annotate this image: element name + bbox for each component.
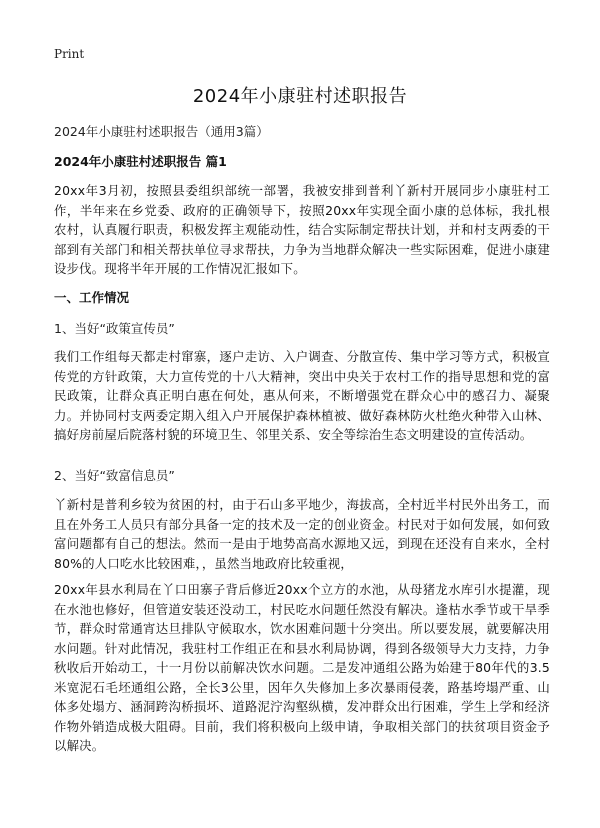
item2-heading: 2、当好“致富信息员” (54, 468, 175, 483)
print-link[interactable]: Print (54, 47, 85, 61)
item2-paragraph-1: 丫新村是普利乡较为贫困的村，由于石山多平地少，海拔高，全村近半村民外出务工，而且在外务工人员只有部分具备一定的技术及一定的创业资金。村民对于如何发展，如何致富问题都有自己的想法。然而一是由于地势高高水源地又远，到现在还没有自来水，全村80%的人口吃水比较困难，，虽然当地政府比较重视， (54, 497, 550, 571)
article-title: 2024年小康驻村述职报告 篇1 (54, 154, 227, 169)
item1-heading: 1、当好“政策宣传员” (54, 321, 175, 336)
item2-paragraph-2: 20xx年县水利局在丫口田寨子背后修近20xx个立方的水池，从母猪龙水库引水提灌，现在水池也修好，但管道安装还没动工，村民吃水问题任然没有解决。逢枯水季节或干旱季节，群众时常通宵达旦排队守候取水，饮水困难问题十分突出。所以要发展，就要解决用水问题。针对此情况，我驻村工作组正在和县水利局协调，得到各级领导大力支持，力争秋收后开始动工，十一月份以前解决饮水问题。二是发冲通组公路为始建于80年代的3.5米宽泥石毛坯通组公路，全长3公里，因年久失修加上多次暴雨侵袭，路基垮塌严重、山体多处塌方、涵洞跨沟桥损坏、道路泥泞沟壑纵横，发冲群众出行困难，学生上学和经济作物外销造成极大阻碍。目前，我们将积极向上级申请，争取相关部门的扶贫项目资金予以解决。 (54, 582, 550, 753)
item1-paragraph: 我们工作组每天都走村窜寨，逐户走访、入户调查、分散宣传、集中学习等方式，积极宣传党的方针政策，大力宣传党的十八大精神，突出中央关于农村工作的指导思想和党的富民政策，让群众真正明白惠在何处，惠从何来，不断增强党在群众心中的感召力、凝聚力。并协同村支两委定期入组入户开展保护森林植被、做好森林防火杜绝火种带入山林、搞好房前屋后院落村貌的环境卫生、邻里关系、安全等综治生态文明建设的宣传活动。 (54, 349, 550, 442)
document-subtitle: 2024年小康驻村述职报告（通用3篇） (54, 124, 269, 139)
section-heading: 一、工作情况 (54, 290, 130, 305)
page-title: 2024年小康驻村述职报告 (192, 86, 408, 107)
intro-paragraph: 20xx年3月初，按照县委组织部统一部署，我被安排到普利丫新村开展同步小康驻村工作，半年来在乡党委、政府的正确领导下，按照20xx年实现全面小康的总体标，我扎根农村，认真履行职责，积极发挥主观能动性，结合实际制定帮扶计划，并和村支两委的干部到有关部门和相关帮扶单位寻求帮扶，力争为当地群众解决一些实际困难，促进小康建设步伐。现将半年开展的工作情况汇报如下。 (54, 183, 550, 276)
